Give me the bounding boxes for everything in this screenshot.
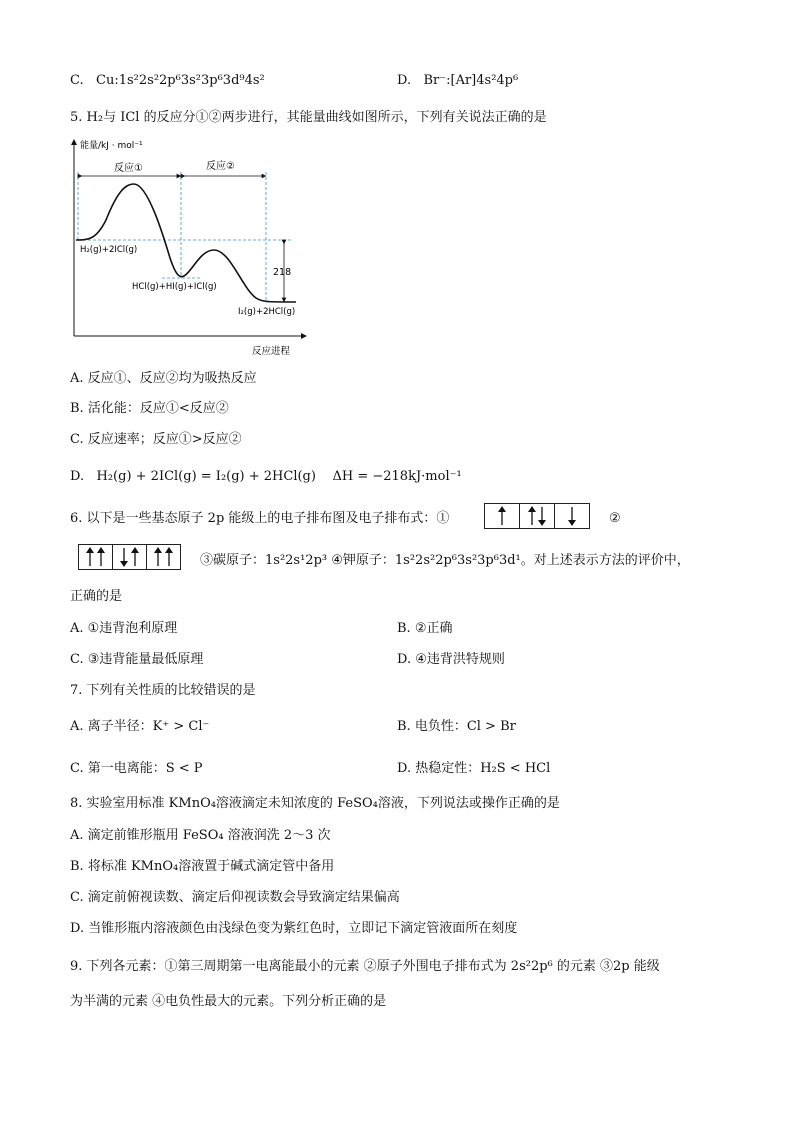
orbital-cell (79, 545, 113, 569)
q6-text-3: ③碳原子：1s²2s¹2p³ ④钾原子：1s²2s²2p⁶3s²3p⁶3d¹。对上述表示方法的评价中， (200, 553, 690, 568)
reactant-label: H₂(g)+2ICl(g) (80, 245, 138, 255)
orbital-diagram-2 (78, 544, 181, 570)
q4-option-c-text: Cu:1s²2s²2p⁶3s²3p⁶3d⁹4s² (96, 73, 265, 88)
q6-option-a: A. ①违背泡利原理 (70, 621, 178, 636)
delta-label: 218 (273, 267, 292, 278)
q9-line-2: 为半满的元素 ④电负性最大的元素。下列分析正确的是 (70, 994, 387, 1009)
q5-option-c: C. 反应速率；反应①>反应② (70, 432, 242, 447)
orbital-cell (147, 545, 180, 569)
orbital-cell (555, 504, 589, 528)
intermediate-label: HCl(g)+HI(g)+ICl(g) (132, 282, 217, 292)
q4-option-d (397, 72, 518, 90)
q6-text-4: 正确的是 (70, 589, 123, 604)
q6-option-d: D. ④违背洪特规则 (397, 652, 505, 667)
orbital-cell (113, 545, 147, 569)
q8-option-a: A. 滴定前锥形瓶用 FeSO₄ 溶液润洗 2～3 次 (70, 828, 331, 843)
q4-option-c-label: C. (70, 73, 84, 88)
q7-stem: 7. 下列有关性质的比较错误的是 (70, 683, 256, 698)
q4-option-d-label: D. (397, 73, 412, 88)
q6-option-c: C. ③违背能量最低原理 (70, 652, 204, 667)
q6-stem: 6. 以下是一些基态原子 2p 能级上的电子排布图及电子排布式：① (70, 511, 450, 526)
q5-option-d (70, 468, 462, 486)
q7-option-b: B. 电负性：Cl > Br (397, 719, 516, 734)
product-label: I₂(g)+2HCl(g) (238, 307, 296, 317)
q9-line-1: 9. 下列各元素：①第三周期第一电离能最小的元素 ②原子外围电子排布式为 2s²2p⁶ 的元素 ③2p 能级 (70, 959, 660, 974)
q8-stem: 8. 实验室用标准 KMnO₄溶液滴定未知浓度的 FeSO₄溶液，下列说法或操作正确的是 (70, 796, 560, 811)
q5-option-d-equation: H₂(g) + 2ICl(g) = I₂(g) + 2HCl(g) (96, 469, 316, 484)
orbital-cell (520, 504, 555, 528)
q8-option-c: C. 滴定前俯视读数、滴定后仰视读数会导致滴定结果偏高 (70, 890, 400, 905)
q5-option-d-enthalpy: ΔH = −218kJ·mol⁻¹ (332, 469, 462, 484)
q5-option-d-label: D. (70, 469, 85, 484)
step1-label: 反应① (114, 163, 143, 174)
orbital-diagram-1 (484, 503, 590, 529)
q7-option-a: A. 离子半径：K⁺ > Cl⁻ (70, 719, 210, 734)
q5-option-a: A. 反应①、反应②均为吸热反应 (70, 371, 257, 386)
q4-option-c (70, 72, 265, 90)
step2-label: 反应② (206, 161, 235, 172)
q5-option-b: B. 活化能：反应①<反应② (70, 401, 229, 416)
y-axis-label: 能量/kJ · mol⁻¹ (80, 141, 143, 151)
q5-stem: 5. H₂与 ICl 的反应分①②两步进行，其能量曲线如图所示，下列有关说法正确的是 (70, 110, 547, 125)
q4-option-d-text: Br⁻:[Ar]4s²4p⁶ (423, 73, 519, 88)
q6-marker-2: ② (609, 511, 621, 526)
q8-option-d: D. 当锥形瓶内溶液颜色由浅绿色变为紫红色时，立即记下滴定管液面所在刻度 (70, 921, 518, 936)
energy-diagram (66, 138, 316, 360)
q6-option-b: B. ②正确 (397, 621, 453, 636)
q7-option-c: C. 第一电离能：S < P (70, 761, 203, 776)
orbital-cell (485, 504, 520, 528)
q8-option-b: B. 将标准 KMnO₄溶液置于碱式滴定管中备用 (70, 859, 335, 874)
x-axis-label: 反应进程 (252, 346, 291, 357)
q7-option-d: D. 热稳定性：H₂S < HCl (397, 761, 551, 776)
